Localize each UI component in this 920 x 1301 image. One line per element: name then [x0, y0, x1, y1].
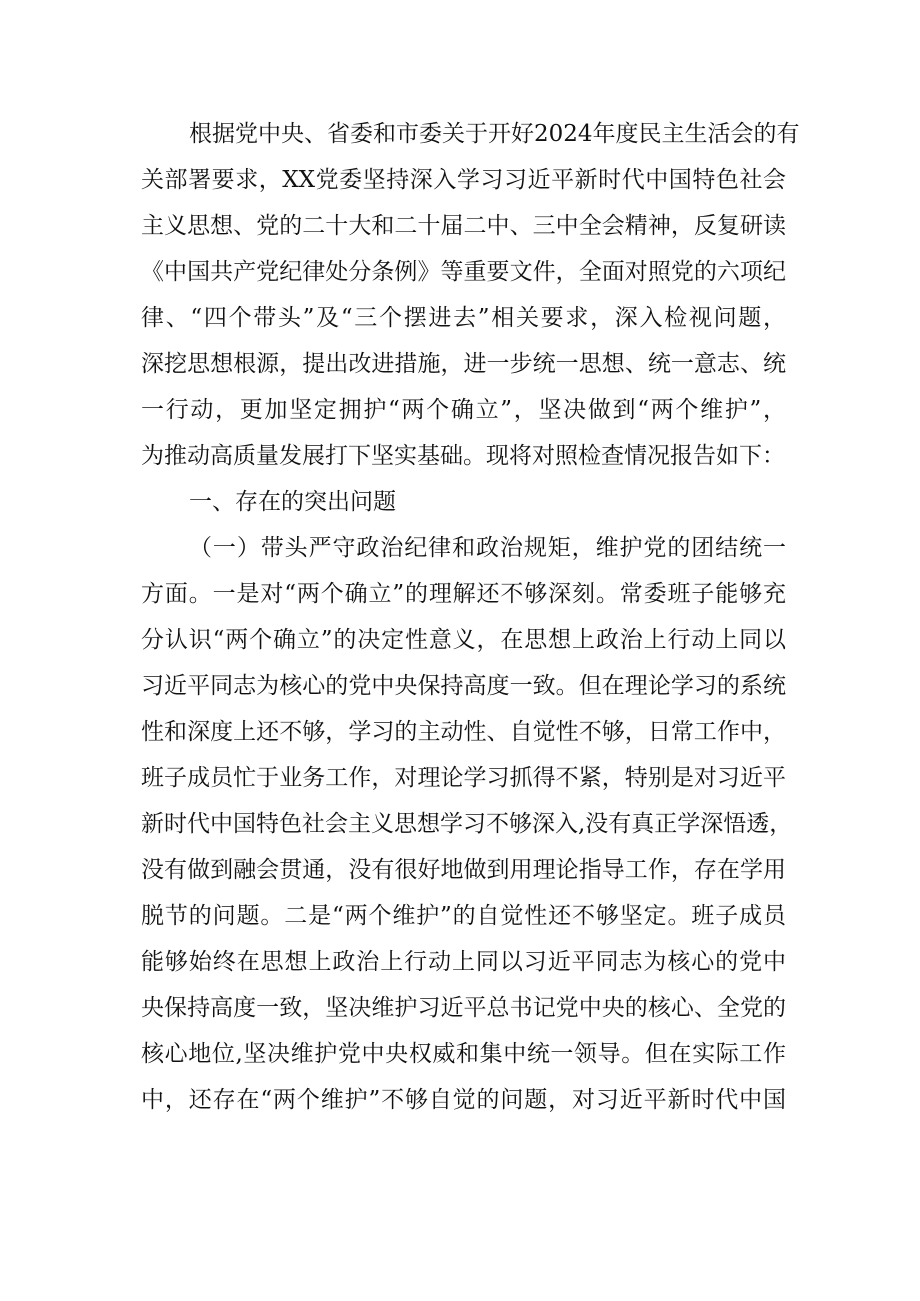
subsection-heading: （一）带头严守政治纪律和政治规矩，维护党的团结统一	[189, 535, 786, 561]
text-line: 没有做到融会贯通，没有很好地做到用理论指导工作，存在学用	[141, 857, 786, 883]
text-line: 央保持高度一致，坚决维护习近平总书记党中央的核心、全党的	[141, 995, 786, 1021]
text-line: 《中国共产党纪律处分条例》等重要文件，全面对照党的六项纪	[141, 259, 786, 285]
text-line: 脱节的问题。二是“两个维护”的自觉性还不够坚定。班子成员	[141, 903, 786, 929]
text-line: 深挖思想根源，提出改进措施，进一步统一思想、统一意志、统	[141, 351, 786, 377]
text-line: 习近平同志为核心的党中央保持高度一致。但在理论学习的系统	[141, 673, 786, 699]
text-line: 方面。一是对“两个确立”的理解还不够深刻。常委班子能够充	[141, 581, 786, 607]
text-line: 主义思想、党的二十大和二十届二中、三中全会精神，反复研读	[141, 213, 786, 239]
text-line: 分认识“两个确立”的决定性意义，在思想上政治上行动上同以	[141, 627, 786, 653]
section-heading: 一、存在的突出问题	[189, 489, 396, 515]
text-line: 中，还存在“两个维护”不够自觉的问题，对习近平新时代中国	[141, 1087, 786, 1113]
text-line: 能够始终在思想上政治上行动上同以习近平同志为核心的党中	[141, 949, 786, 975]
text-line: 关部署要求，XX党委坚持深入学习习近平新时代中国特色社会	[141, 167, 786, 193]
text-line: 律、“四个带头”及“三个摆进去”相关要求，深入检视问题，	[141, 305, 786, 331]
text-line: 根据党中央、省委和市委关于开好2024年度民主生活会的有	[189, 121, 800, 147]
text-line: 为推动高质量发展打下坚实基础。现将对照检查情况报告如下：	[141, 443, 785, 469]
text-line: 核心地位,坚决维护党中央权威和集中统一领导。但在实际工作	[141, 1041, 786, 1067]
text-line: 一行动，更加坚定拥护“两个确立”，坚决做到“两个维护”，	[141, 397, 786, 423]
text-line: 新时代中国特色社会主义思想学习不够深入,没有真正学深悟透，	[141, 811, 793, 837]
text-line: 班子成员忙于业务工作，对理论学习抓得不紧，特别是对习近平	[141, 765, 786, 791]
body-text	[141, 111, 800, 1123]
text-line: 性和深度上还不够，学习的主动性、自觉性不够，日常工作中，	[141, 719, 786, 745]
